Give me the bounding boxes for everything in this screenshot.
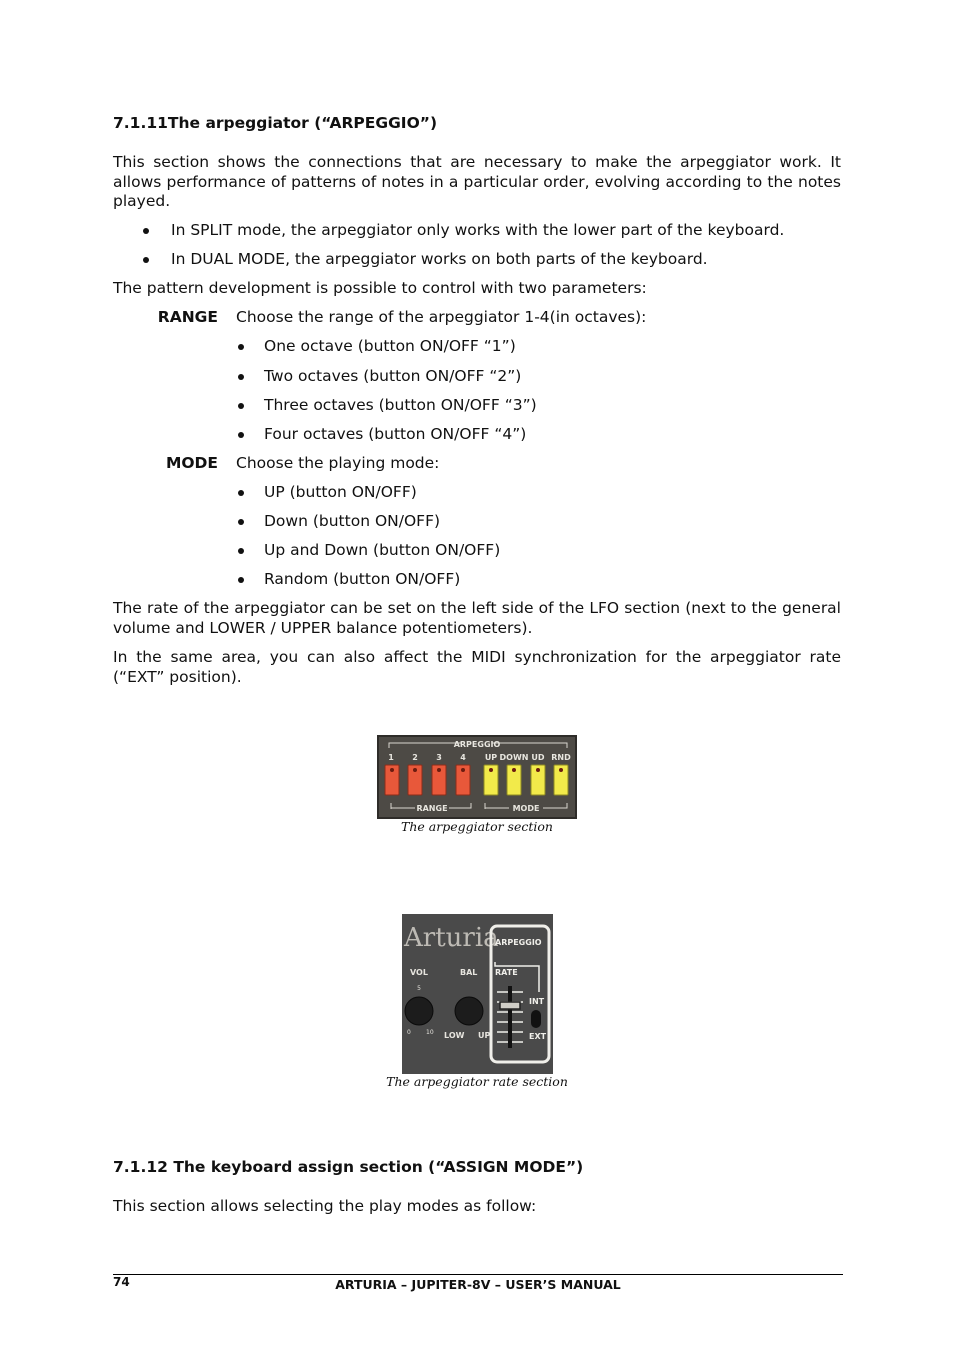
figure-caption: The arpeggiator section (401, 819, 553, 834)
button-label: RND (551, 753, 571, 762)
vol-label: VOL (410, 968, 428, 977)
footer-divider (113, 1274, 843, 1275)
vol-max-label: 10 (426, 1029, 434, 1036)
section-number: 7.1.11 (113, 114, 168, 132)
bullet-icon (238, 344, 244, 350)
section2-intro: This section allows selecting the play modes as follow: (113, 1197, 537, 1215)
params-intro: The pattern development is possible to control with two parameters: (113, 279, 647, 297)
button-label: 3 (436, 753, 442, 762)
list-item: UP (button ON/OFF) (264, 483, 417, 503)
list-item: Four octaves (button ON/OFF “4”) (264, 425, 526, 445)
bullet-icon (238, 432, 244, 438)
int-label: INT (529, 997, 545, 1006)
list-item: One octave (button ON/OFF “1”) (264, 337, 516, 357)
bal-label: BAL (460, 968, 478, 977)
volume-knob (405, 997, 433, 1025)
button-label: 1 (388, 753, 394, 762)
button-label: UP (484, 753, 498, 762)
mode-group-label: MODE (512, 804, 540, 813)
balance-knob (455, 997, 483, 1025)
sync-paragraph: In the same area, you can also affect the MIDI synchronization for the arpeggiator rate (“EXT” position). (113, 648, 841, 686)
button-label: 2 (412, 753, 418, 762)
footer-title: ARTURIA – JUPITER-8V – USER’S MANUAL (335, 1277, 621, 1292)
arpeggiator-rate-image (402, 914, 553, 1074)
bullet-icon (238, 374, 244, 380)
param-term-range: RANGE (157, 308, 218, 326)
list-item: Two octaves (button ON/OFF “2”) (264, 367, 521, 387)
ext-label: EXT (529, 1032, 547, 1041)
figure-caption: The arpeggiator rate section (386, 1074, 568, 1089)
bullet-icon (238, 403, 244, 409)
vol-mid-label: 5 (417, 985, 421, 992)
range-group-label: RANGE (416, 804, 448, 813)
bullet-icon (143, 257, 149, 263)
bullet-icon (238, 577, 244, 583)
rate-paragraph: The rate of the arpeggiator can be set on the left side of the LFO section (next to the general volume and LOWER / UPPER balance potentiometers). (113, 599, 841, 637)
bullet-icon (238, 519, 244, 525)
list-item: Random (button ON/OFF) (264, 570, 460, 590)
up-label: UP (478, 1031, 491, 1040)
section-heading (113, 114, 437, 132)
arpeggiator-panel-image (377, 735, 577, 819)
int-ext-switch (531, 1010, 541, 1028)
bullet-icon (238, 548, 244, 554)
arpeggio-label: ARPEGGIO (495, 938, 542, 947)
bullet-icon (238, 490, 244, 496)
list-item: In SPLIT mode, the arpeggiator only works with the lower part of the keyboard. (171, 221, 784, 241)
section-number: 7.1.12 (113, 1158, 168, 1176)
list-item: Up and Down (button ON/OFF) (264, 541, 500, 561)
section-heading (113, 1158, 583, 1176)
page-number: 74 (113, 1275, 130, 1289)
list-item: Down (button ON/OFF) (264, 512, 440, 532)
rate-label: RATE (495, 968, 518, 977)
section-title: The arpeggiator (“ARPEGGIO”) (167, 114, 438, 132)
button-label: 4 (460, 753, 466, 762)
button-label: DOWN (499, 753, 529, 762)
param-term-mode: MODE (165, 454, 218, 472)
intro-paragraph: This section shows the connections that are necessary to make the arpeggiator work. It allows performance of patterns of notes in a particular order, evolving according to the notes played. (113, 153, 841, 210)
param-desc-mode: Choose the playing mode: (236, 454, 440, 472)
arturia-logo: Arturia (404, 923, 499, 953)
section-title: The keyboard assign section (“ASSIGN MODE”) (173, 1158, 584, 1176)
list-item: Three octaves (button ON/OFF “3”) (264, 396, 537, 416)
vol-min-label: 0 (407, 1029, 411, 1036)
list-item: In DUAL MODE, the arpeggiator works on both parts of the keyboard. (171, 250, 708, 270)
panel-title: ARPEGGIO (453, 740, 501, 749)
button-label: UD (531, 753, 545, 762)
bullet-icon (143, 228, 149, 234)
low-label: LOW (444, 1031, 465, 1040)
param-desc-range: Choose the range of the arpeggiator 1-4(in octaves): (236, 308, 647, 326)
